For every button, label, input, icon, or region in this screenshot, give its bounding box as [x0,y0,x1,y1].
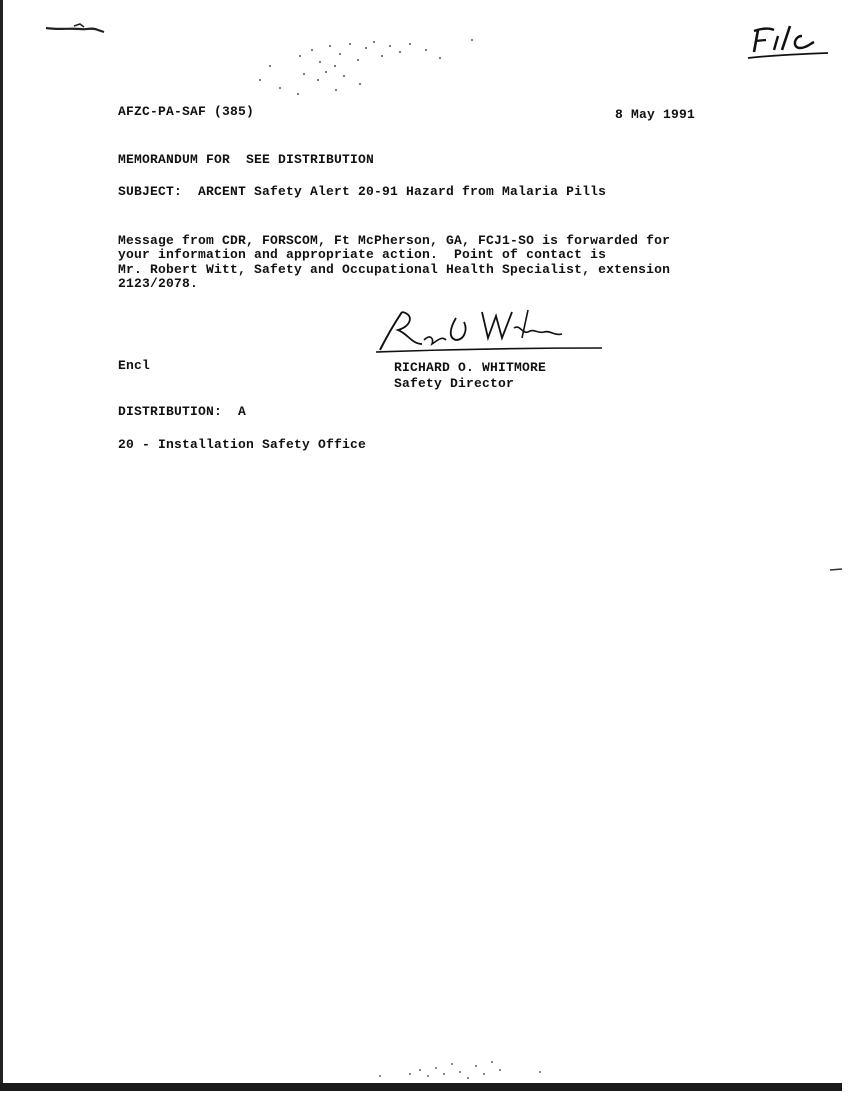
signer-title: Safety Director [394,376,515,391]
signer-name: RICHARD O. WHITMORE [394,360,547,375]
body-line-1: Message from CDR, FORSCOM, Ft McPherson, GA, FCJ1-SO is forwarded for [118,233,671,248]
distribution-entry: 20 - Installation Safety Office [118,437,367,452]
memo-date: 8 May 1991 [615,107,696,122]
margin-mark [828,566,844,574]
file-handwritten-mark [744,22,834,64]
scan-speckle-bottom [360,1054,580,1082]
body-line-4: 2123/2078. [118,276,199,291]
scan-left-edge [0,0,3,1090]
scan-bottom-edge [0,1083,842,1091]
scan-speckle-top [240,36,500,106]
memorandum-for: MEMORANDUM FOR SEE DISTRIBUTION [118,152,375,167]
office-symbol: AFZC-PA-SAF (385) [118,104,255,119]
body-line-2: your information and appropriate action. Point of contact is [118,247,607,262]
body-line-3: Mr. Robert Witt, Safety and Occupational Health Specialist, extension [118,262,671,277]
handwritten-signature [372,304,608,360]
distribution-label: DISTRIBUTION: A [118,404,247,419]
corner-scribble [44,18,108,36]
memo-subject: SUBJECT: ARCENT Safety Alert 20-91 Hazard from Malaria Pills [118,184,607,199]
enclosure-note: Encl [118,358,151,373]
